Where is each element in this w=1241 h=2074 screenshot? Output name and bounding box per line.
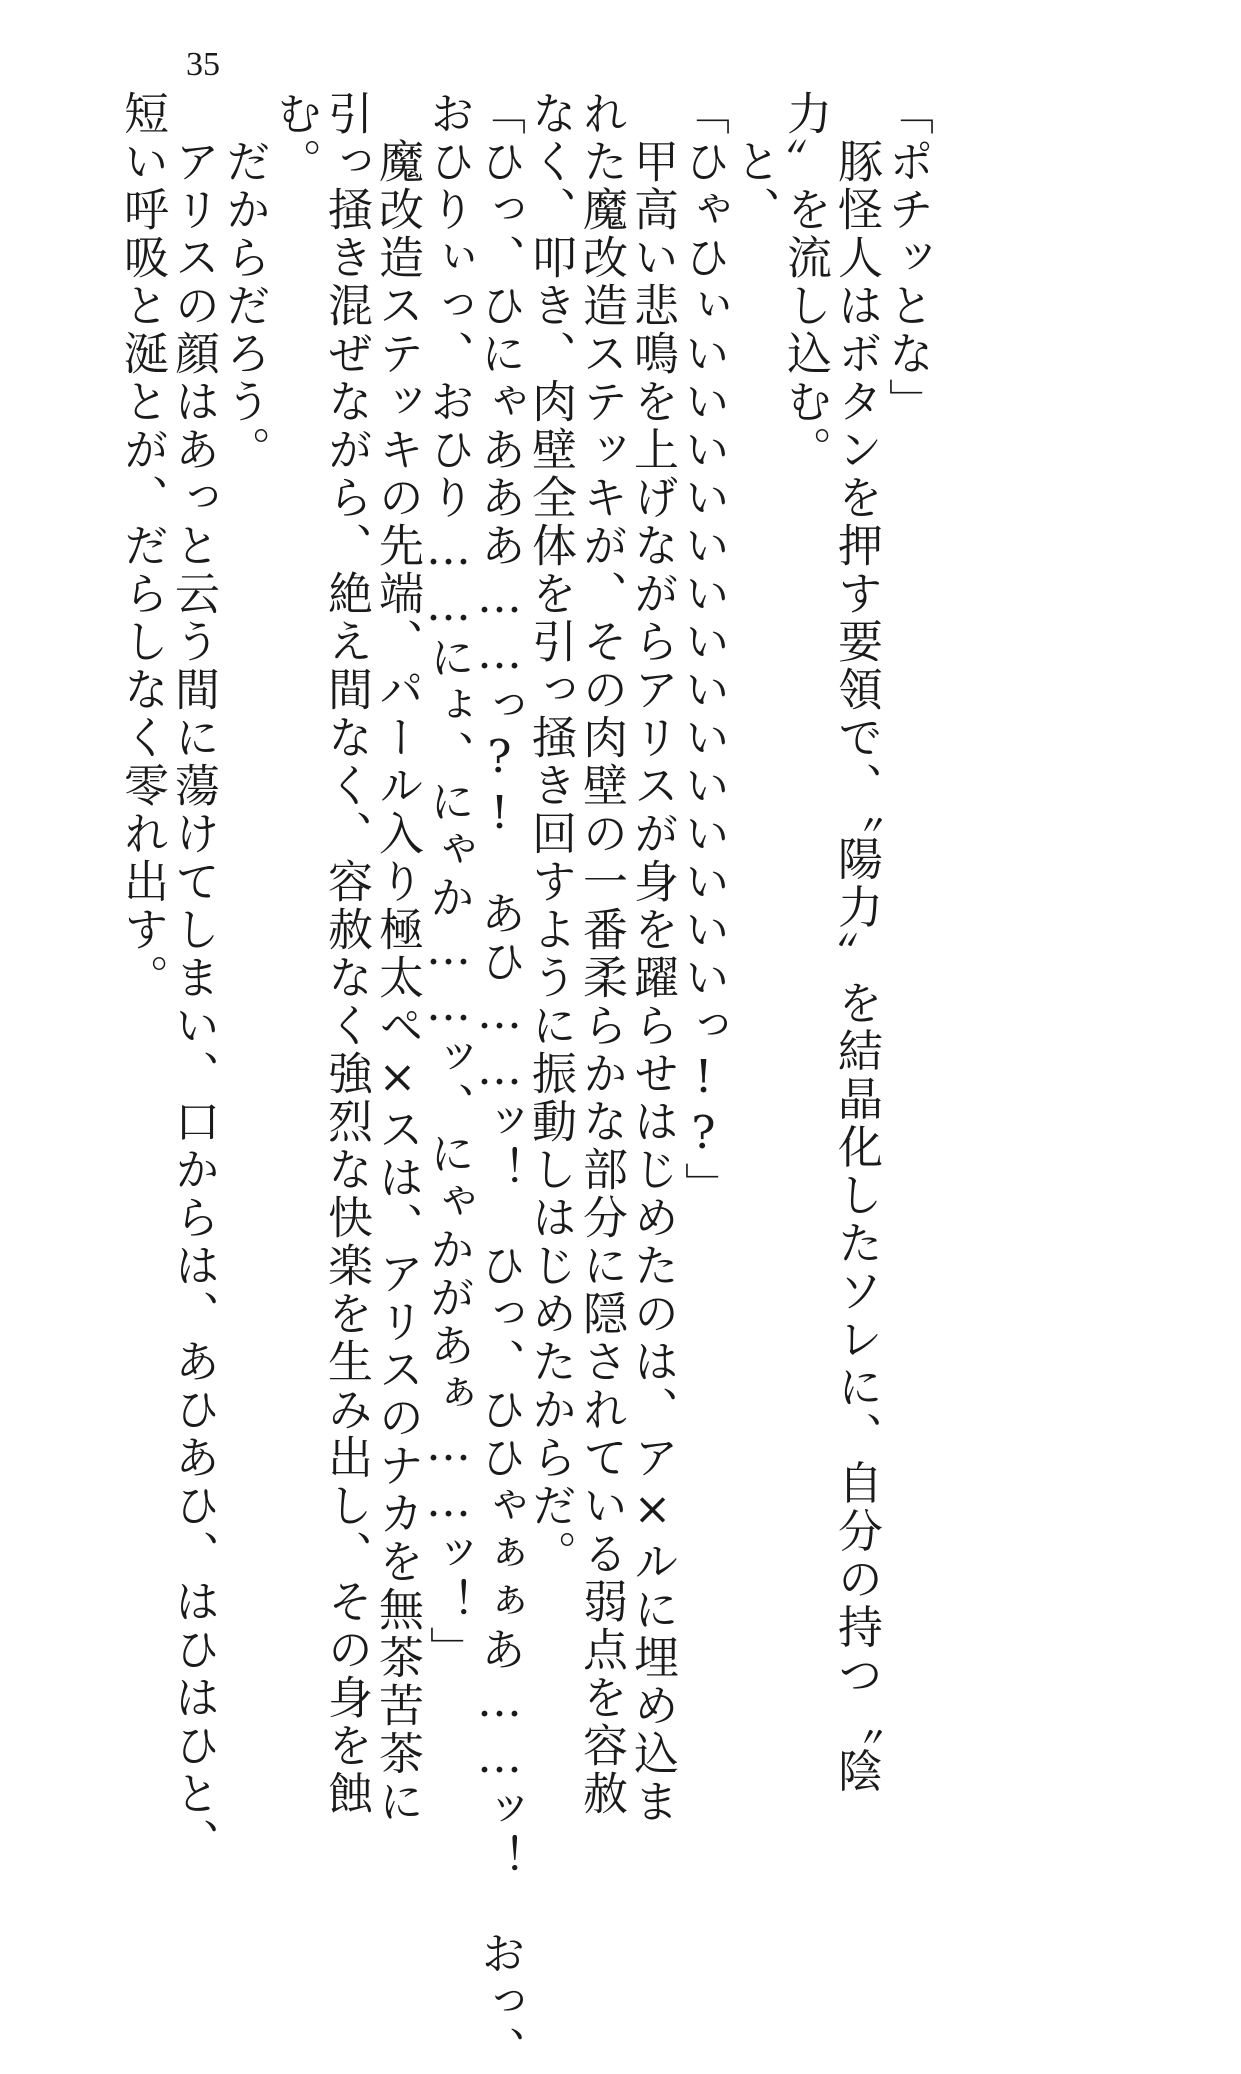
text-column-6: 甲高い悲鳴を上げながらアリスが身を躍らせはじめたのは、ア×ルに埋め込ま [626, 90, 679, 1826]
text-column-5: 「ひゃひぃいいいいいいいいいいいいいいっ!?」 [677, 90, 730, 1210]
text-column-15: アリスの顔はあっと云う間に蕩けてしまい、口からは、あひあひ、はひはひと、 [167, 90, 220, 1866]
text-column-14: だからだろう。 [218, 90, 271, 474]
text-column-9: 「ひっ、ひにゃあああ……っ?! あひ……ッ！ ひっ、ひひゃぁぁあ……ッ！ おっ、 [473, 90, 526, 2074]
text-column-11: 魔改造ステッキの先端、パール入り極太ペ×スは、アリスのナカを無茶苦茶に [371, 90, 424, 1826]
text-column-1: 「ポチッとな」 [881, 90, 934, 426]
text-column-16: 短い呼吸と涎とが、だらしなく零れ出す。 [116, 90, 169, 1002]
text-column-13: む。 [269, 90, 322, 186]
page-number: 35 [186, 46, 220, 83]
text-column-2: 豚怪人はボタンを押す要領で、〝陽力〟を結晶化したソレに、自分の持つ〝陰 [830, 90, 883, 1796]
text-column-3: 力〟を流し込む。 [779, 90, 832, 474]
text-column-4: と、 [728, 90, 781, 234]
text-column-8: なく、叩き、肉壁全体を引っ掻き回すように振動しはじめたからだ。 [524, 90, 577, 1578]
text-column-12: 引っ掻き混ぜながら、絶え間なく、容赦なく強烈な快楽を生み出し、その身を蝕 [320, 90, 373, 1818]
text-column-10: おひりぃっ、おひり……にょ、にゃか……ッ、にゃかがあぁ……ッ！」 [422, 90, 475, 1674]
text-column-7: れた魔改造ステッキが、その肉壁の一番柔らかな部分に隠されている弱点を容赦 [575, 90, 628, 1818]
